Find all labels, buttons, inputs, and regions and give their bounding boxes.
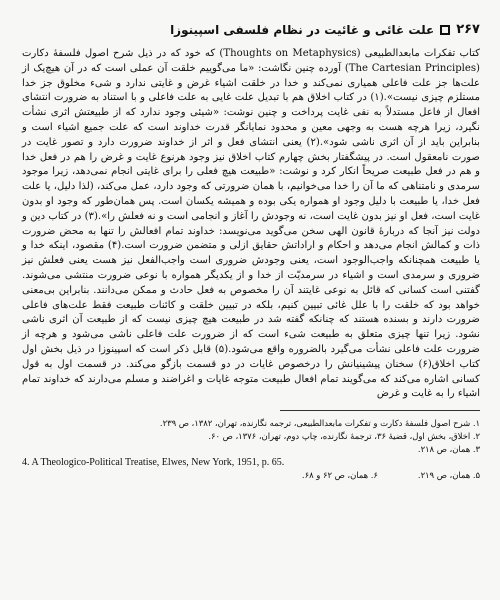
square-bullet-icon (440, 25, 450, 35)
running-header (22, 22, 480, 37)
footnote-6: ۶. همان، ص ۶۲ و ۶۸. (301, 470, 378, 481)
footnote-3: ۳. همان، ص ۲۱۸. (417, 444, 480, 455)
footnotes (22, 417, 480, 482)
body-paragraph: کتاب تفکرات مابعدالطبیعی (Thoughts on Metaphysics) که خود که در ذیل شرح اصول فلسفهٔ دکارت (The Cartesian Principles) آورده چنین نگاشت: «ما می‌گوییم خلقت آن عملی است که در آن هیچ‌یک از علت‌ها جز علت فاعلی همیاری نمی‌کند و خدا در خلقت اشیاء غرض و غایتی ندارد و شیء مخلوق جز خدا مستلزم چیزی نیست».(۱) در کتاب اخلاق هم با تبدیل علت غایی به علت فاعلی و با استناد به ضرورت انتشای افعال از فاعل مستدلاً به نفی غایت پرداخت و چنین نوشت: «شیئی وجود ندارد که از طبیعتش اثری نشأت نگیرد، زیرا هرچه هست به وجهی معین و محدود نمایانگر قدرت خداوند است که علت جمیع اشیاء است و بنابراین باید از آن اثری ناشی شود».(۲) یعنی انتشای فعل و اثر از خداوند ضرورت دارد و تصور غایت در صورت نامعقول است. در پیشگفتار بخش چهارم کتاب اخلاق نیز وجود هرنوع غایت و غرض را هم در فعل خدا و هم در فعل طبیعت صریحاً انکار کرد و نوشت: «طبیعت هیچ فعلی را برای غایتی انجام نمی‌دهد، زیرا موجود سرمدی و نامتناهی که ما آن را خدا می‌خوانیم، با همان ضرورتی که وجود دارد، عمل می‌کند، (لذا دلیل، یا علت فعل خدا، یا طبیعت با دلیل وجود او همواره یکی بوده و همیشه یکسان است. پس همان‌طور که وجود او بدون غایت است، فعل او نیز بدون غایت است، نه وجودش را آغاز و انجامی است و نه فعلش را».(۳) در کتاب دین و دولت نیز آنجا که دربارهٔ قانون الهی سخن می‌گوید می‌نویسد: خداوند تمام افعالش را تنها به محض ضرورت ذات و کمالش انجام می‌دهد و احکام و اراداتش حقایق ازلی و متضمن ضرورت است.(۴) مقصود، اینکه خدا و یا طبیعت همچنانکه واجب‌الوجود است، یعنی وجودش ضروری است واجب‌الفعل نیز هست یعنی فعلش نیز ضروری و سرمدی است و اشیاء در سرمدیّت از خدا و از یکدیگر همواره با نوعی ضرورت منتشی می‌شوند. گفتنی است کسانی که قائل به نوعی غایتند آن را مخصوص به فعل حادث و ممکن می‌دانند. بنابراین بی‌معنی خواهد بود که خلقت را با علل غائی تبیین کنیم، بلکه در تبیین خلقت و کائنات طبیعت فقط علت‌های فاعلی ضرورت دارند و بسنده هستند که چنانکه گفته شد در طبیعت هیچ چیزی نیست که از طبیعت آن اثری ناشی نشود. زیرا تنها چیزی متعلق به طبیعت شیء است که از ضرورت علت فاعلی ناشی می‌شود و هرچه از ضرورت علت فاعلی نشأت می‌گیرد بالضروره واقع می‌شود.(۵) قابل ذکر است که اسپینوزا در ذیل بخش اول کتاب اخلاق(۶) سخنان پیشینیانش را درخصوص غایات در دو قسمت بازگو می‌کند. در قسمت اول به قول کسانی اشاره می‌کند که می‌گویند تمام افعال طبیعت متوجه غایات و اغراضند و مسلم می‌دارند که خداوند تمام اشیاء را به غایت و غرض (22, 48, 480, 400)
running-title: علت غائی و غائیت در نظام فلسفی اسپینوزا (170, 22, 435, 37)
page-number: ۲۶۷ (456, 22, 480, 37)
footnote-5: ۵. همان، ص ۲۱۹. (417, 470, 480, 481)
footnote-2: ۲. اخلاق، بخش اول، قضیهٔ ۳۶، ترجمهٔ نگارنده، چاپ دوم، تهران، ۱۳۷۶، ص ۶۰. (208, 431, 480, 442)
footnote-divider (280, 410, 480, 411)
document-page (22, 22, 480, 582)
footnote-1: ۱. شرح اصول فلسفهٔ دکارت و تفکرات مابعدالطبیعی، ترجمه نگارنده، تهران، ۱۳۸۲، ص ۲۳۹. (159, 418, 480, 429)
body-text (22, 47, 480, 402)
footnote-4: 4. A Theologico-Political Treatise, Elwes, New York, 1951, p. 65. (22, 457, 285, 469)
footnote-row-5-6 (22, 469, 480, 482)
